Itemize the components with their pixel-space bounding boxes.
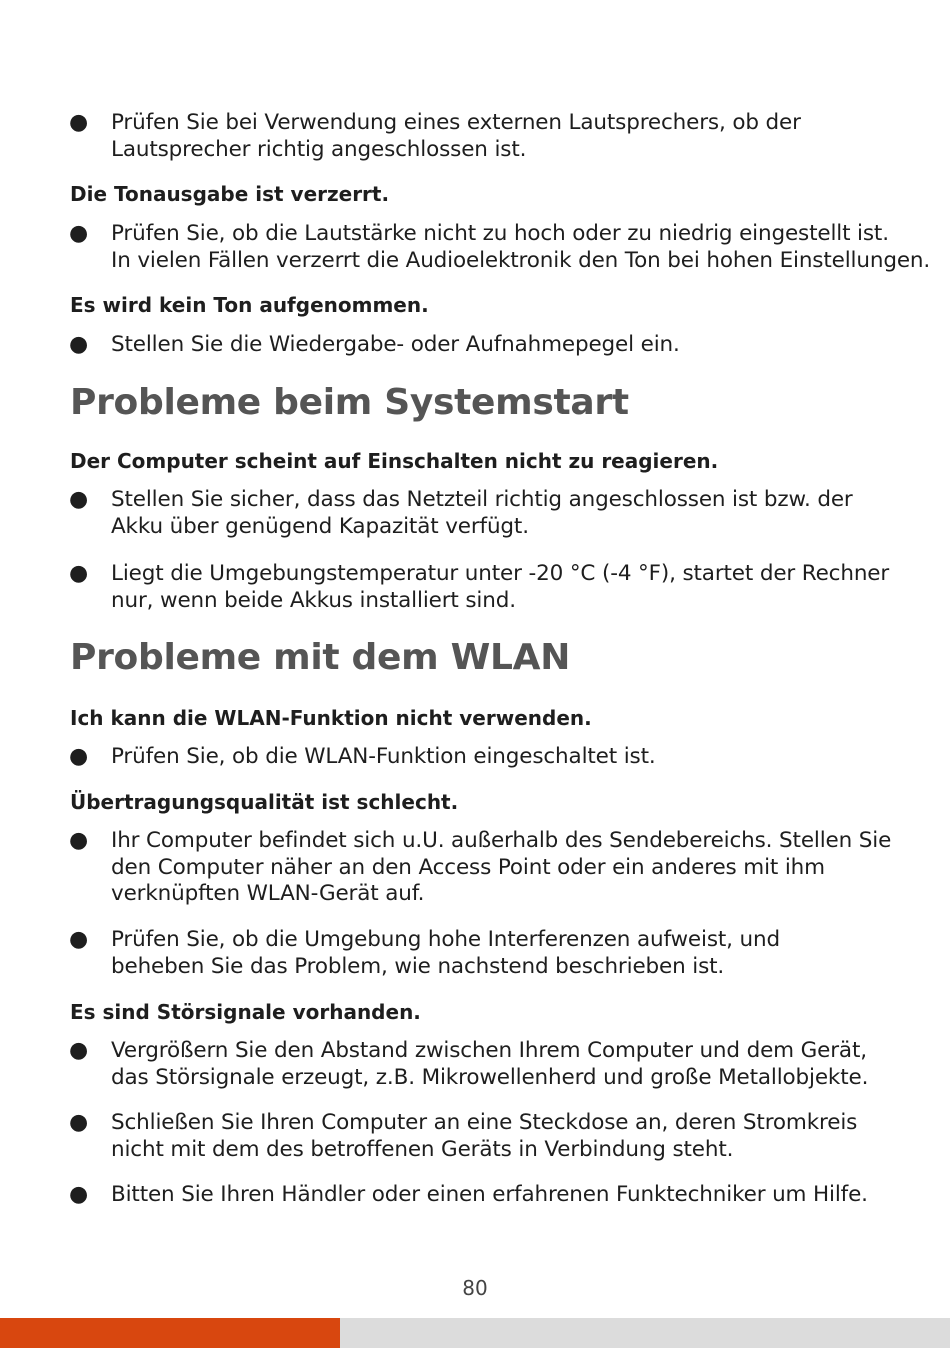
list-item — [111, 221, 930, 274]
list-item-line: Vergrößern Sie den Abstand zwischen Ihrem Computer und dem Gerät, — [111, 1038, 867, 1063]
list-item-line: Stellen Sie die Wiedergabe- oder Aufnahmepegel ein. — [111, 332, 680, 357]
subheading: Übertragungsqualität ist schlecht. — [70, 790, 459, 814]
subheading: Die Tonausgabe ist verzerrt. — [70, 182, 390, 206]
list-item — [111, 561, 889, 614]
list-item-line: Prüfen Sie, ob die Lautstärke nicht zu hoch oder zu niedrig eingestellt ist. — [111, 221, 889, 246]
section-heading: Probleme beim Systemstart — [70, 382, 629, 423]
list-item-line: Bitten Sie Ihren Händler oder einen erfahrenen Funktechniker um Hilfe. — [111, 1182, 868, 1207]
bullet-icon: ● — [69, 561, 89, 586]
bullet-icon: ● — [69, 1110, 89, 1135]
list-item-line: Prüfen Sie, ob die WLAN-Funktion eingeschaltet ist. — [111, 744, 656, 769]
list-item — [111, 1110, 857, 1163]
list-item-line: beheben Sie das Problem, wie nachstend beschrieben ist. — [111, 953, 725, 979]
list-item-line: Schließen Sie Ihren Computer an eine Steckdose an, deren Stromkreis — [111, 1110, 858, 1135]
list-item — [111, 828, 891, 908]
bullet-icon: ● — [69, 221, 89, 246]
bullet-icon: ● — [69, 1182, 89, 1207]
list-item-line: Lautsprecher richtig angeschlossen ist. — [111, 136, 527, 162]
list-item-line: Liegt die Umgebungstemperatur unter -20 °C (-4 °F), startet der Rechner — [111, 561, 890, 586]
list-item-line: Prüfen Sie bei Verwendung eines externen Lautsprechers, ob der — [111, 110, 801, 135]
list-item — [111, 110, 801, 163]
bullet-icon: ● — [69, 1038, 89, 1063]
footer-accent-bar — [0, 1318, 340, 1348]
list-item — [111, 487, 853, 540]
list-item-line: Stellen Sie sicher, dass das Netzteil richtig angeschlossen ist bzw. der — [111, 487, 853, 512]
footer-gray-bar — [340, 1318, 950, 1348]
bullet-icon: ● — [69, 927, 89, 952]
page-number: 80 — [462, 1276, 488, 1300]
list-item-line: In vielen Fällen verzerrt die Audioelektronik den Ton bei hohen Einstellungen. — [111, 247, 931, 273]
bullet-icon: ● — [69, 828, 89, 853]
section-heading: Probleme mit dem WLAN — [70, 637, 571, 678]
bullet-icon: ● — [69, 487, 89, 512]
list-item-line: nicht mit dem des betroffenen Geräts in Verbindung steht. — [111, 1136, 734, 1162]
list-item-line: Prüfen Sie, ob die Umgebung hohe Interferenzen aufweist, und — [111, 927, 780, 952]
bullet-icon: ● — [69, 332, 89, 357]
subheading: Es sind Störsignale vorhanden. — [70, 1000, 421, 1024]
list-item — [111, 1038, 868, 1091]
subheading: Ich kann die WLAN-Funktion nicht verwenden. — [70, 706, 592, 730]
list-item — [111, 927, 780, 980]
bullet-icon: ● — [69, 744, 89, 769]
list-item-line: verknüpften WLAN-Gerät auf. — [111, 881, 425, 906]
list-item-line: Akku über genügend Kapazität verfügt. — [111, 513, 529, 539]
list-item — [111, 744, 656, 771]
list-item — [111, 332, 680, 359]
list-item-line: den Computer näher an den Access Point oder ein anderes mit ihm — [111, 854, 825, 880]
subheading: Der Computer scheint auf Einschalten nicht zu reagieren. — [70, 449, 719, 473]
subheading: Es wird kein Ton aufgenommen. — [70, 293, 429, 317]
list-item-line: nur, wenn beide Akkus installiert sind. — [111, 587, 516, 613]
bullet-icon: ● — [69, 110, 89, 135]
list-item-line: Ihr Computer befindet sich u.U. außerhalb des Sendebereichs. Stellen Sie — [111, 828, 892, 853]
list-item — [111, 1182, 868, 1209]
list-item-line: das Störsignale erzeugt, z.B. Mikrowellenherd und große Metallobjekte. — [111, 1064, 869, 1090]
